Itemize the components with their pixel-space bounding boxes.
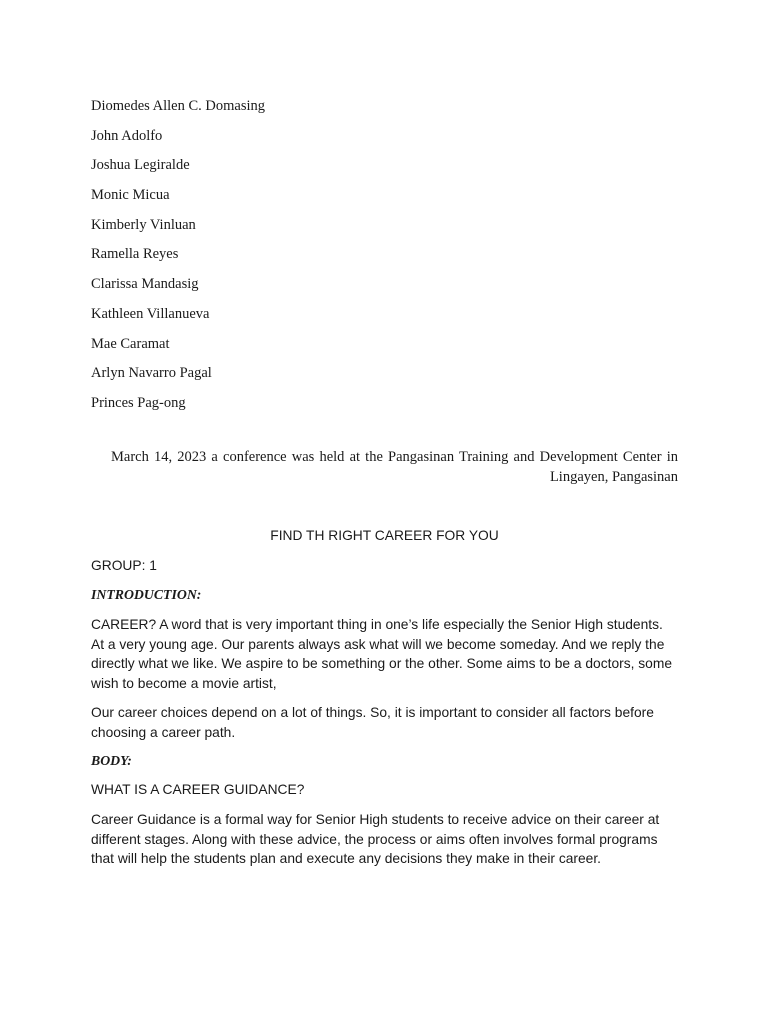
member-name: Diomedes Allen C. Domasing xyxy=(91,98,265,114)
body-heading: BODY: xyxy=(91,753,132,768)
member-name: Clarissa Mandasig xyxy=(91,276,199,293)
member-name: Ramella Reyes xyxy=(91,246,179,263)
introduction-paragraph-1: CAREER? A word that is very important thing in one’s life especially the Senior High students. At a very young age. Our parents always ask what will we become someday. And we reply the directly what we like. We aspire to be something or the other. Some aims to be a doctors, some wish to become a movie artist, xyxy=(91,617,673,691)
member-name: Princes Pag-ong xyxy=(91,394,186,411)
conference-statement: March 14, 2023 a conference was held at the Pangasinan Training and Development Center in Lingayen, Pangasinan xyxy=(111,449,678,485)
member-name: Kathleen Villanueva xyxy=(91,305,210,322)
member-name: Monic Micua xyxy=(91,187,170,204)
body-paragraph: Career Guidance is a formal way for Senior High students to receive advice on their career at different stages. Along with these advice, the process or aims often involves formal programs that will help the students plan and execute any decisions they make in their career. xyxy=(91,812,660,866)
introduction-heading: INTRODUCTION: xyxy=(91,587,202,602)
group-label: GROUP: 1 xyxy=(91,558,157,573)
document-title: FIND TH RIGHT CAREER FOR YOU xyxy=(270,528,499,543)
body-subheading: WHAT IS A CAREER GUIDANCE? xyxy=(91,782,305,797)
member-name: Joshua Legiralde xyxy=(91,157,190,174)
member-name: Mae Caramat xyxy=(91,335,170,352)
member-name: Kimberly Vinluan xyxy=(91,216,196,233)
member-names-list xyxy=(91,92,265,419)
member-name: John Adolfo xyxy=(91,127,163,144)
introduction-paragraph-2: Our career choices depend on a lot of things. So, it is important to consider all factors before choosing a career path. xyxy=(91,705,654,740)
member-name: Arlyn Navarro Pagal xyxy=(91,365,212,382)
